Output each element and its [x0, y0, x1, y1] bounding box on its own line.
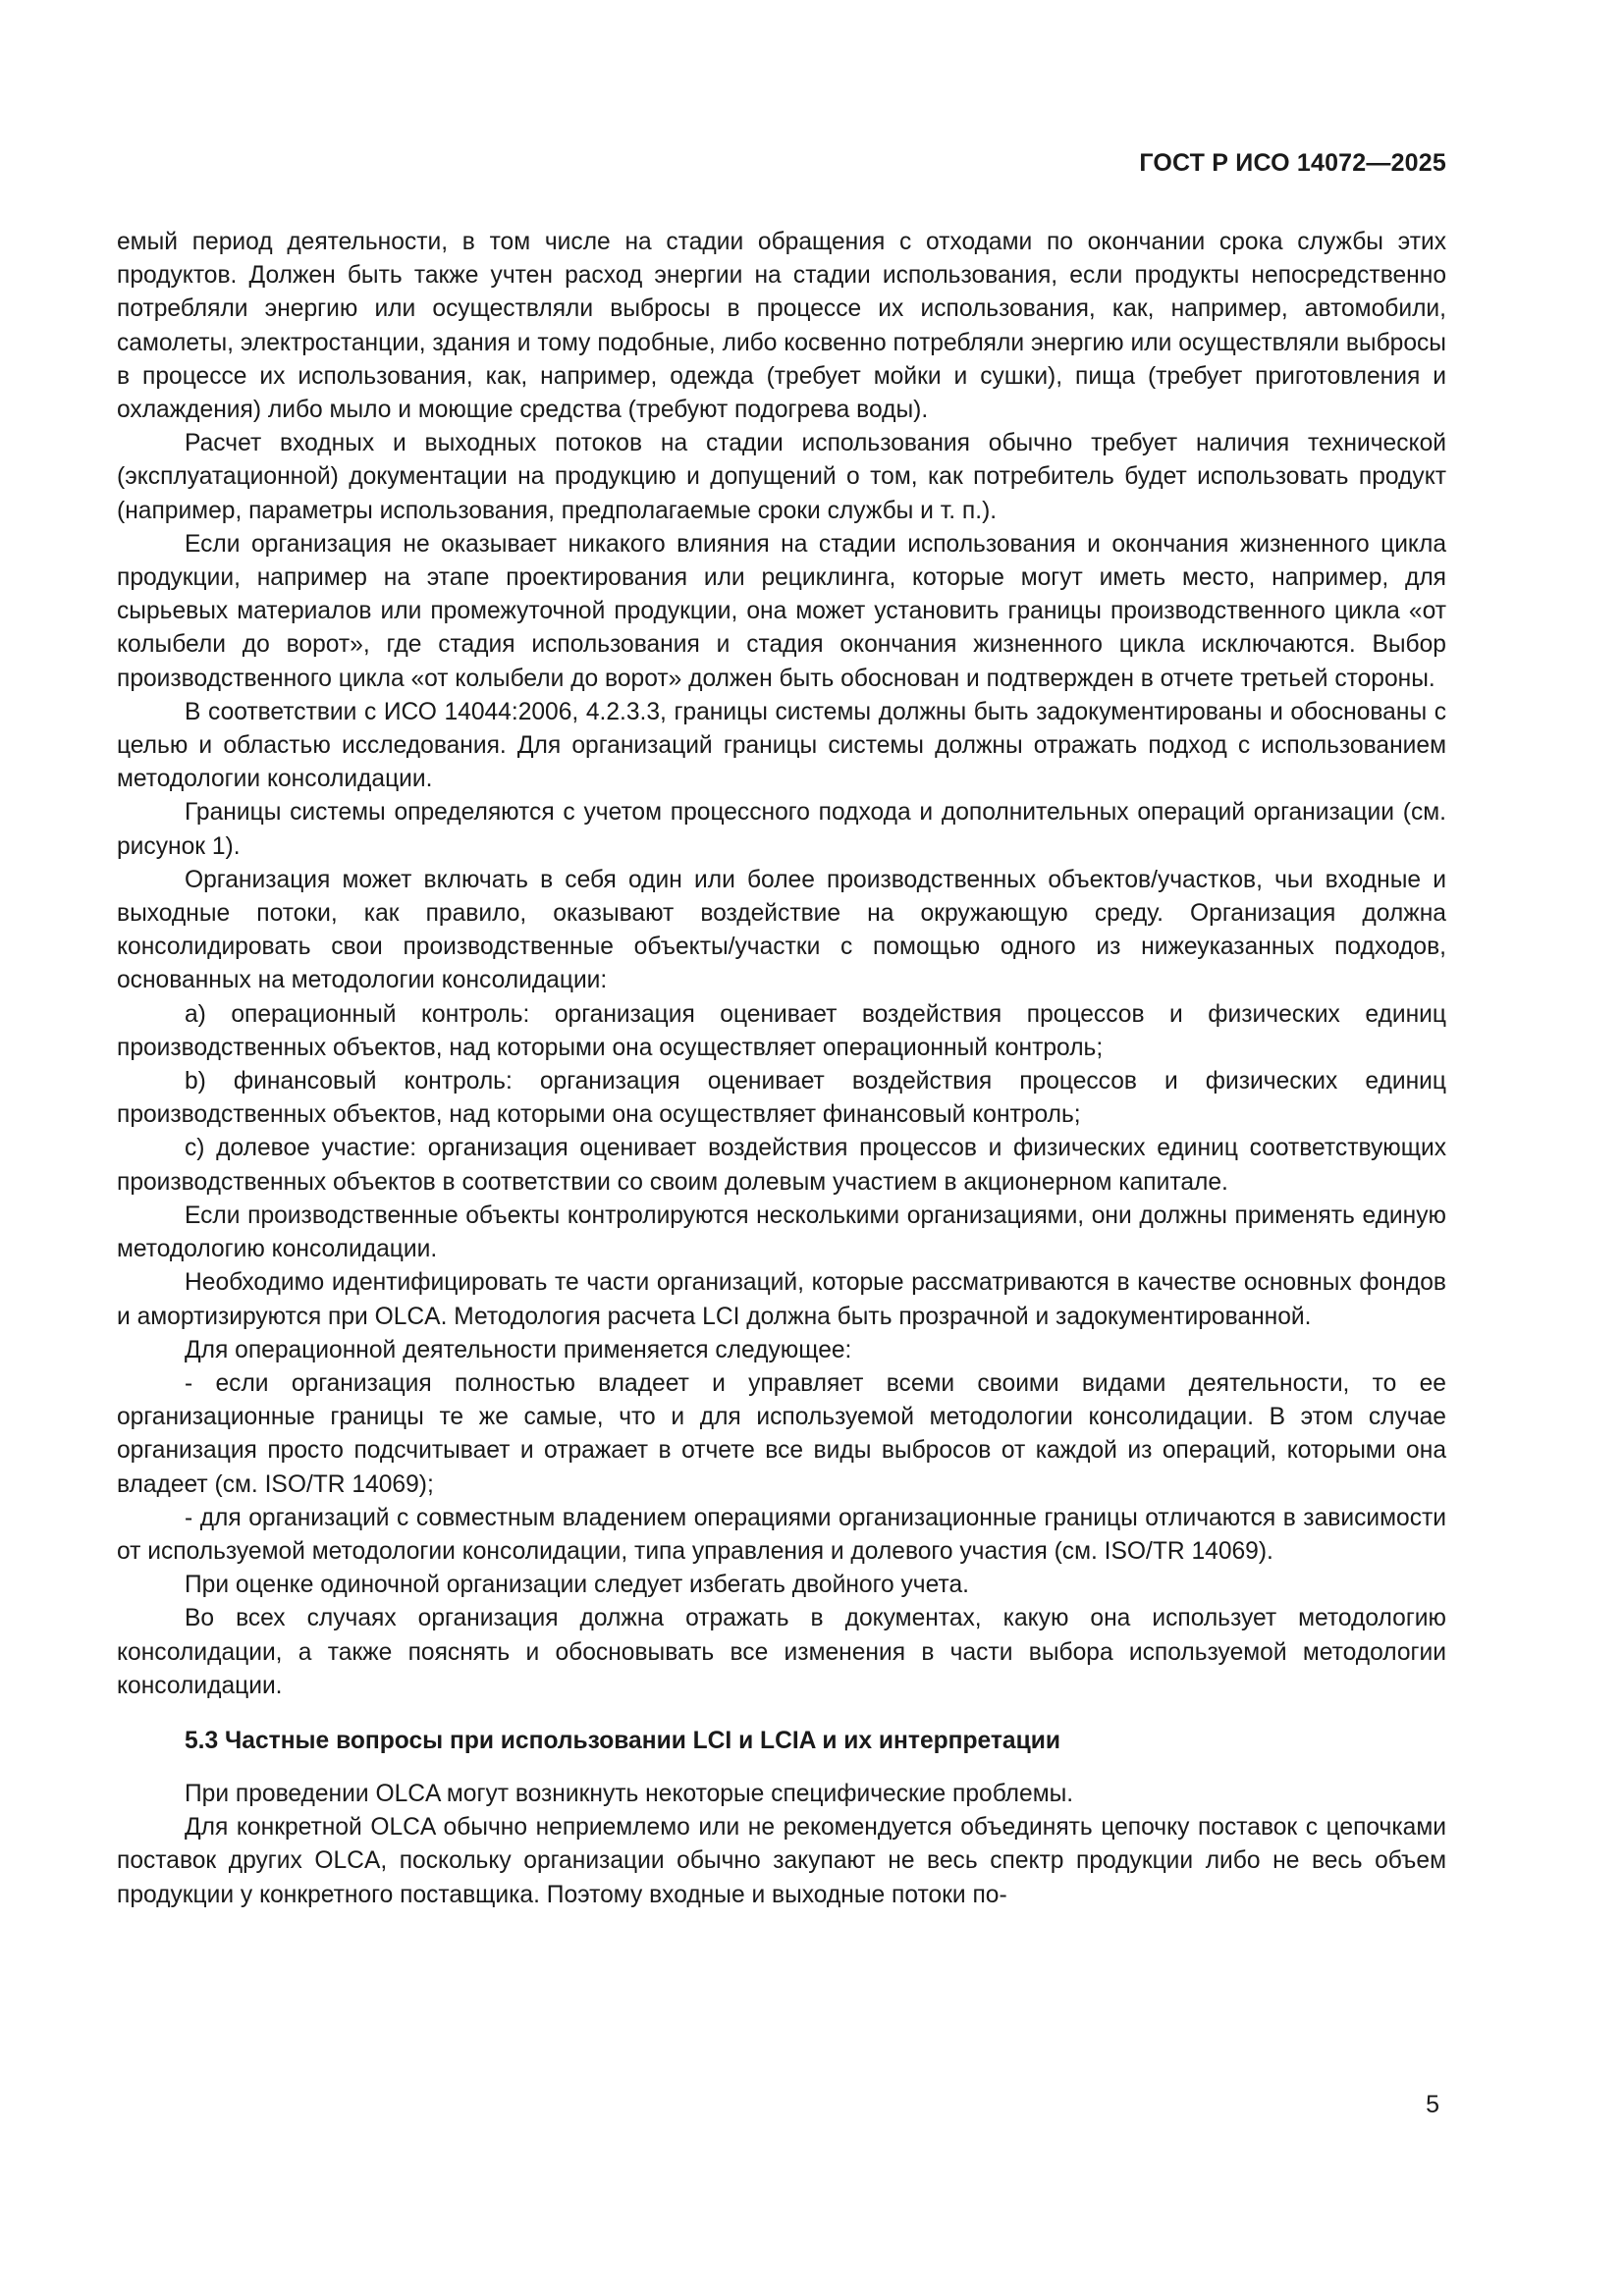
- paragraph: Во всех случаях организация должна отражать в документах, какую она использует методологию консолидации, а также пояснять и обосновывать все изменения в части выбора используемой методологии консолидации.: [117, 1605, 1446, 1699]
- paragraph: емый период деятельности, в том числе на стадии обращения с отходами по окончании срока службы этих продуктов. Должен быть также учтен расход энергии на стадии использования, если продукты непосредственно потребляли энергию или осуществляли выбросы в процессе их использования, как, например, автомобили, самолеты, электростанции, здания и тому подобные, либо косвенно потребляли энергию или осуществляли выбросы в процессе их использования, как, например, одежда (требует мойки и сушки), пища (требует приготовления и охлаждения) либо мыло и моющие средства (требуют подогрева воды).: [117, 229, 1446, 424]
- paragraph: Если организация не оказывает никакого влияния на стадии использования и окончания жизненного цикла продукции, например на этапе проектирования или рециклинга, которые могут иметь место, например, для сырьевых материалов или промежуточной продукции, она может установить границы производственного цикла «от колыбели до ворот», где стадия использования и стадия окончания жизненного цикла исключаются. Выбор производственного цикла «от колыбели до ворот» должен быть обоснован и подтвержден в отчете третьей стороны.: [117, 530, 1446, 692]
- paragraph: При оценке одиночной организации следует избегать двойного учета.: [185, 1572, 969, 1599]
- paragraph: Для операционной деятельности применяется следующее:: [185, 1336, 852, 1363]
- paragraph: Расчет входных и выходных потоков на стадии использования обычно требует наличия технической (эксплуатационной) документации на продукцию и допущений о том, как потребитель будет использовать продукт (например, параметры использования, предполагаемые сроки службы и т. п.).: [117, 430, 1446, 524]
- list-item-a: a) операционный контроль: организация оценивает воздействия процессов и физических единиц производственных объектов, над которыми она осуществляет операционный контроль;: [117, 1000, 1446, 1061]
- section-heading: 5.3 Частные вопросы при использовании LCI и LCIA и их интерпретации: [185, 1727, 1060, 1754]
- paragraph: При проведении OLCA могут возникнуть некоторые специфические проблемы.: [185, 1780, 1074, 1807]
- paragraph: Если производственные объекты контролируются несколькими организациями, они должны применять единую методологию консолидации.: [117, 1201, 1446, 1263]
- dash-list-item: - если организация полностью владеет и управляет всеми своими видами деятельности, то ее организационные границы те же самые, что и для используемой методологии консолидации. В этом случае организация просто подсчитывает и отражает в отчете все виды выбросов от каждой из операций, которыми она владеет (см. ISO/TR 14069);: [117, 1369, 1446, 1498]
- paragraph: Границы системы определяются с учетом процессного подхода и дополнительных операций организации (см. рисунок 1).: [117, 799, 1446, 860]
- list-item-b: b) финансовый контроль: организация оценивает воздействия процессов и физических единиц производственных объектов, над которыми она осуществляет финансовый контроль;: [117, 1068, 1446, 1129]
- paragraph: В соответствии с ИСО 14044:2006, 4.2.3.3, границы системы должны быть задокументированы и обоснованы с целью и областью исследования. Для организаций границы системы должны отражать подход с использованием методологии консолидации.: [117, 698, 1446, 793]
- dash-list-item: - для организаций с совместным владением операциями организационные границы отличаются в зависимости от используемой методологии консолидации, типа управления и долевого участия (см. ISO/TR 14069).: [117, 1504, 1446, 1565]
- paragraph: Необходимо идентифицировать те части организаций, которые рассматриваются в качестве основных фондов и амортизируются при OLCA. Методология расчета LCI должна быть прозрачной и задокументированной.: [117, 1269, 1446, 1330]
- paragraph: Организация может включать в себя один или более производственных объектов/участков, чьи входные и выходные потоки, как правило, оказывают воздействие на окружающую среду. Организация должна консолидировать свои производственные объекты/участки с помощью одного из нижеуказанных подходов, основанных на методологии консолидации:: [117, 866, 1446, 994]
- document-number-header: ГОСТ Р ИСО 14072—2025: [1139, 149, 1446, 177]
- list-item-c: c) долевое участие: организация оценивает воздействия процессов и физических единиц соответствующих производственных объектов в соответствии со своим долевым участием в акционерном капитале.: [117, 1135, 1446, 1196]
- paragraph: Для конкретной OLCA обычно неприемлемо или не рекомендуется объединять цепочку поставок с цепочками поставок других OLCA, поскольку организации обычно закупают не весь спектр продукции либо не весь объем продукции у конкретного поставщика. Поэтому входные и выходные потоки по-: [117, 1814, 1447, 1908]
- page-content: [117, 226, 1446, 1912]
- page-number: 5: [1426, 2091, 1439, 2118]
